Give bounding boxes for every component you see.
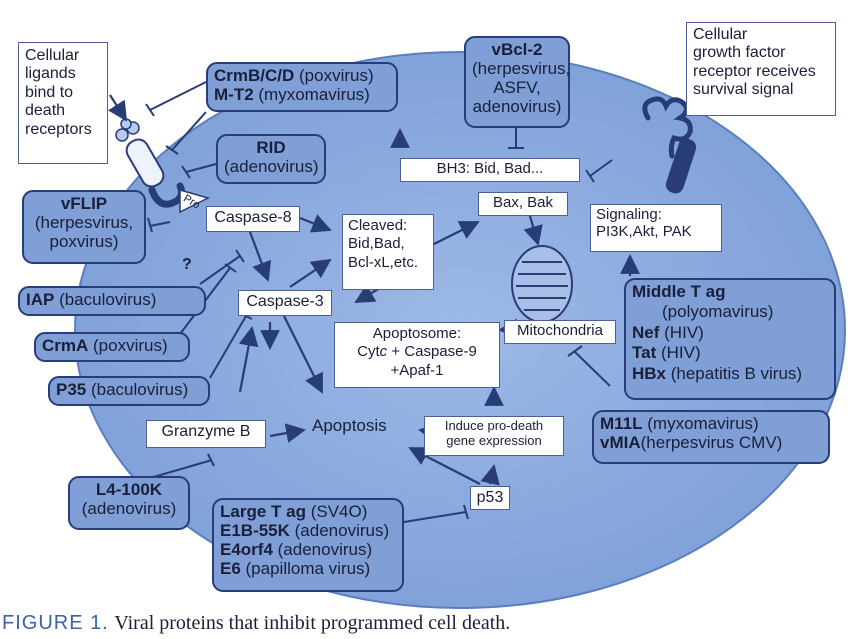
cyt-c-label: c — [379, 343, 388, 361]
mitochondria-box — [504, 320, 616, 344]
rid-box — [216, 134, 326, 184]
vmia-source: (herpesvirus CMV) — [640, 433, 783, 453]
middle-t-name: Middle T ag — [632, 282, 726, 301]
growth-line: growth factor — [693, 44, 786, 62]
iap-name: IAP — [26, 290, 55, 309]
e1b-source: (adenovirus) — [289, 521, 390, 541]
ligands-line: ligands — [25, 65, 76, 83]
bh3-label: BH3: Bid, Bad... — [436, 160, 544, 177]
death-receptor-icon — [116, 119, 167, 190]
cleaved-box — [342, 214, 434, 290]
figure-caption — [2, 612, 510, 635]
apoptosome-box — [334, 322, 500, 388]
caspase8-box — [206, 206, 300, 232]
growth-line: receptor receives — [693, 62, 816, 80]
signaling-line: PI3K,Akt, PAK — [596, 222, 692, 240]
m11l-name: M11L — [600, 414, 643, 433]
granzyme-box — [146, 420, 266, 448]
l4-100k-box — [68, 476, 190, 530]
granzyme-label: Granzyme B — [161, 423, 251, 440]
middle-t-source: (polyomavirus) — [662, 302, 774, 322]
cyt-label: Cyt — [357, 343, 380, 361]
growth-factor-box — [686, 22, 836, 116]
signaling-line: Signaling: — [596, 206, 662, 223]
caspase8-label: Caspase-8 — [214, 209, 292, 226]
nef-name: Nef — [632, 322, 660, 342]
mitochondria-label: Mitochondria — [517, 322, 603, 339]
vflip-box — [22, 190, 146, 264]
e4orf4-name: E4orf4 — [220, 540, 273, 560]
iap-box — [18, 286, 206, 316]
bax-bak-box — [478, 192, 568, 216]
m11l-box — [592, 410, 830, 464]
bh3-box — [400, 158, 580, 182]
p35-box — [48, 376, 210, 406]
cellular-ligands-box — [18, 42, 108, 164]
l4-source: (adenovirus) — [81, 499, 177, 519]
large-t-name: Large T ag — [220, 502, 306, 521]
caption-text: Viral proteins that inhibit programmed cell death. — [114, 612, 511, 634]
growth-line: Cellular — [693, 26, 748, 43]
crmb-name: CrmB/C/D — [214, 66, 295, 85]
hbx-name: HBx — [632, 363, 667, 383]
vbcl2-source: ASFV, — [493, 78, 541, 98]
mt2-name: M-T2 — [214, 85, 254, 105]
e6-name: E6 — [220, 559, 241, 579]
p53-box — [470, 486, 510, 510]
crmb-source: (poxvirus) — [294, 66, 374, 85]
growth-line: survival signal — [693, 81, 794, 99]
large-t-source: (SV4O) — [305, 502, 368, 521]
question-mark: ? — [182, 256, 192, 273]
large-t-box — [212, 498, 404, 592]
ligands-line: bind to — [25, 83, 74, 101]
caption-label: FIGURE 1. — [2, 612, 109, 634]
p35-source: (baculovirus) — [86, 380, 189, 399]
mt2-source: (myxomavirus) — [253, 85, 370, 105]
e1b-name: E1B-55K — [220, 521, 290, 541]
vflip-name: vFLIP — [60, 194, 108, 213]
vbcl2-box — [464, 36, 570, 128]
crma-name: CrmA — [42, 336, 89, 355]
ligands-line: death — [25, 102, 66, 120]
mitochondrion-icon — [512, 246, 572, 322]
vmia-name: vMIA — [600, 433, 641, 453]
ligands-line: Cellular — [25, 47, 80, 64]
vbcl2-source: (herpesvirus, — [472, 59, 571, 79]
caspase3-box — [238, 290, 332, 316]
cleaved-line: Bcl-xL,etc. — [348, 253, 419, 271]
induce-line: Induce pro-death — [444, 418, 544, 433]
hbx-source: (hepatitis B virus) — [666, 363, 803, 383]
vbcl2-name: vBcl-2 — [491, 40, 543, 59]
crma-source: (poxvirus) — [88, 336, 168, 355]
e4orf4-source: (adenovirus) — [272, 540, 373, 560]
bax-bak-label: Bax, Bak — [492, 194, 554, 211]
crma-box — [34, 332, 190, 362]
p35-name: P35 — [56, 380, 87, 399]
induce-box — [424, 416, 564, 456]
middle-t-box — [624, 278, 836, 400]
e6-source: (papilloma virus) — [240, 559, 371, 579]
vflip-source: poxvirus) — [49, 232, 119, 252]
cleaved-line: Cleaved: — [348, 217, 408, 234]
vbcl2-source: adenovirus) — [472, 97, 562, 117]
signaling-box — [590, 204, 722, 252]
apaf-label: +Apaf-1 — [390, 361, 444, 379]
p53-label: p53 — [476, 489, 504, 506]
rid-name: RID — [256, 138, 286, 157]
iap-source: (baculovirus) — [54, 290, 157, 309]
caspase9-label: + Caspase-9 — [387, 343, 477, 361]
crmb-mt2-box — [206, 62, 398, 112]
nef-source: (HIV) — [659, 322, 704, 342]
m11l-source: (myxomavirus) — [642, 414, 759, 433]
tat-name: Tat — [632, 343, 657, 363]
pro-label: Pro — [181, 192, 202, 212]
caspase3-label: Caspase-3 — [246, 293, 324, 310]
l4-name: L4-100K — [95, 480, 163, 499]
cleaved-line: Bid,Bad, — [348, 235, 405, 253]
induce-line: gene expression — [446, 432, 542, 448]
ligands-line: receptors — [25, 120, 92, 138]
apoptosis-label: Apoptosis — [312, 416, 387, 435]
vflip-source: (herpesvirus, — [34, 213, 134, 233]
rid-source: (adenovirus) — [224, 157, 319, 177]
tat-source: (HIV) — [656, 343, 701, 363]
apoptosome-title: Apoptosome: — [372, 325, 462, 342]
